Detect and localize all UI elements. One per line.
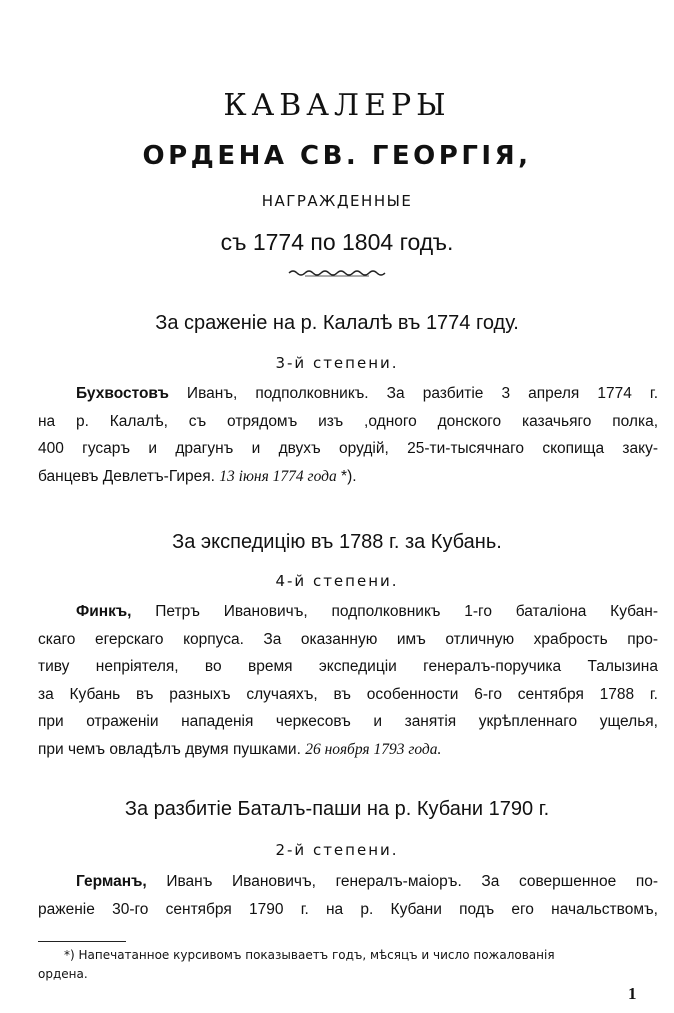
section-paragraph [38, 380, 658, 490]
paragraph-line: 400 гусаръ и драгунъ и двухъ орудій, 25-ти-тысячнаго скопища заку- [38, 440, 658, 457]
footnote [38, 946, 658, 984]
paragraph-line: раженіе 30-го сентября 1790 г. на р. Кубани подъ его начальствомъ, [38, 900, 658, 918]
section-heading: За разбитіе Баталъ-паши на р. Кубани 1790 г. [124, 798, 550, 820]
section-heading: За экспедицію въ 1788 г. за Кубань. [172, 531, 502, 553]
cavalier-name: Финкъ, [76, 603, 132, 620]
title-order-st-george: ОРДЕНА СВ. ГЕОРГІЯ, [142, 141, 532, 171]
paragraph-line: скаго егерскаго корпуса. За оказанную имъ отличную храбрость про- [38, 630, 658, 648]
section-paragraph [38, 868, 658, 923]
paragraph-line: при чемъ овладѣлъ двумя пушками. 26 ноября 1793 года. [38, 740, 442, 758]
award-date: 26 ноября 1793 года. [305, 740, 442, 758]
section-degree: 3-й степени. [275, 354, 399, 372]
cavalier-name: Бухвостовъ [76, 385, 169, 402]
paragraph-line: за Кубань въ разныхъ случаяхъ, въ особенности 6-го сентября 1788 г. [38, 685, 658, 703]
section-heading: За сраженіе на р. Калалѣ въ 1774 году. [155, 312, 519, 334]
footnote-line: ордена. [38, 967, 88, 981]
ornament-divider-icon [287, 268, 387, 278]
footnote-divider [38, 941, 126, 942]
paragraph-line: Финкъ, Петръ Ивановичъ, подполковникъ 1-го баталіона Кубан- [76, 603, 658, 620]
title-cavaliers: КАВАЛЕРЫ [223, 88, 451, 123]
paragraph-line: на р. Калалѣ, съ отрядомъ изъ ,одного донского казачьяго полка, [38, 412, 658, 430]
footnote-line: *) Напечатанное курсивомъ показываетъ годъ, мѣсяцъ и число пожалованія [64, 948, 555, 962]
section-degree: 4-й степени. [275, 572, 399, 590]
section-paragraph [38, 598, 658, 763]
title-awarded: НАГРАЖДЕННЫЕ [261, 192, 413, 210]
section-degree: 2-й степени. [275, 841, 399, 859]
award-date: 13 іюня 1774 года [219, 467, 337, 485]
paragraph-line: Бухвостовъ Иванъ, подполковникъ. За разбитіе 3 апреля 1774 г. [76, 385, 658, 402]
paragraph-line: при отраженіи нападенія черкесовъ и занятія укрѣпленнаго ущелья, [38, 713, 658, 730]
paragraph-line: банцевъ Девлетъ-Гирея. 13 іюня 1774 года *). [38, 467, 357, 485]
paragraph-line: тиву непріятеля, во время экспедиціи генералъ-поручика Талызина [38, 658, 658, 675]
title-years: съ 1774 по 1804 годъ. [220, 229, 454, 255]
paragraph-line: Германъ, Иванъ Ивановичъ, генералъ-маіоръ. За совершенное по- [76, 873, 658, 890]
cavalier-name: Германъ, [76, 873, 147, 890]
page-number: 1 [628, 984, 637, 1003]
